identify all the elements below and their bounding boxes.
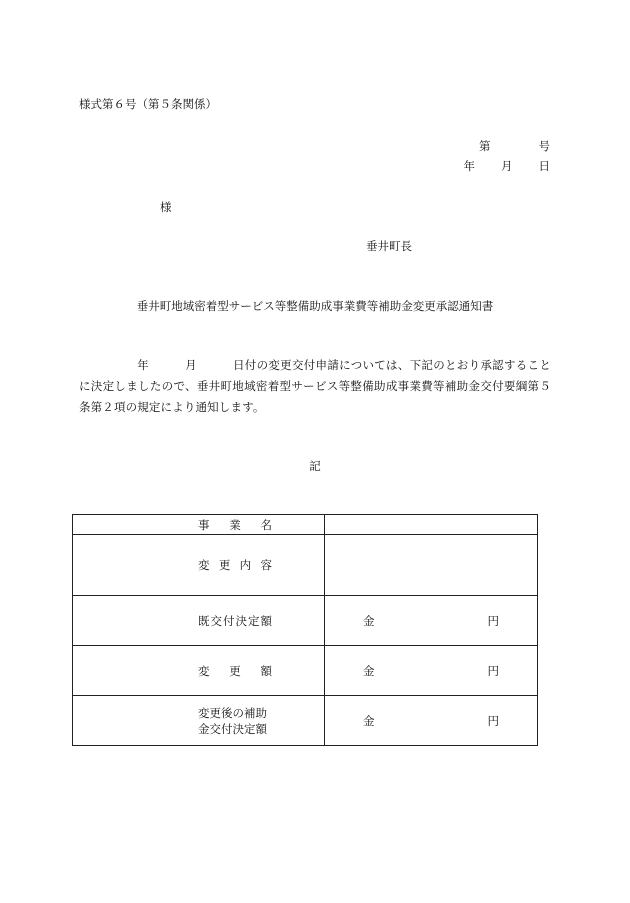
addressee: 様 (160, 200, 172, 214)
doc-number-suffix: 号 (538, 139, 550, 153)
row-value-project-name (325, 515, 538, 535)
row-value-change-content (325, 535, 538, 596)
table-row (73, 696, 538, 746)
body-paragraph (79, 355, 551, 418)
date-year: 年 (463, 159, 475, 173)
issuer: 垂井町長 (366, 239, 412, 253)
ki-heading: 記 (309, 459, 321, 473)
row-label-change-amount: 変 更 額 (73, 646, 325, 696)
row-value-change-amount: 金 円 (325, 646, 538, 696)
table-row (73, 535, 538, 596)
table-row (73, 646, 538, 696)
row-label-final-amount: 変更後の補助金交付決定額 (73, 696, 325, 746)
form-number: 様式第６号（第５条関係） (79, 97, 217, 111)
table-row (73, 515, 538, 535)
details-table (72, 514, 538, 746)
row-value-final-amount: 金 円 (325, 696, 538, 746)
document-number (479, 138, 550, 154)
row-label-existing-amount: 既 交 付 決 定 額 (73, 596, 325, 646)
row-value-existing-amount: 金 円 (325, 596, 538, 646)
date-day: 日 (538, 159, 550, 173)
row-label-change-content: 変 更 内 容 (73, 535, 325, 596)
body-text: 日付の変更交付申請については、下記のとおり承認することに決定しましたので、垂井町地域密着型サービス等整備助成事業費等補助金交付要綱第５条第２項の規定により通知します。 (79, 358, 551, 414)
body-year: 年 (137, 358, 149, 372)
document-title: 垂井町地域密着型サービス等整備助成事業費等補助金変更承認通知書 (136, 299, 494, 313)
table-row (73, 596, 538, 646)
document-date (464, 158, 551, 174)
doc-number-blank (491, 138, 539, 154)
doc-number-prefix: 第 (479, 139, 491, 153)
row-label-project-name: 事 業 名 (73, 515, 325, 535)
body-month: 月 (184, 358, 197, 372)
date-month: 月 (501, 159, 513, 173)
